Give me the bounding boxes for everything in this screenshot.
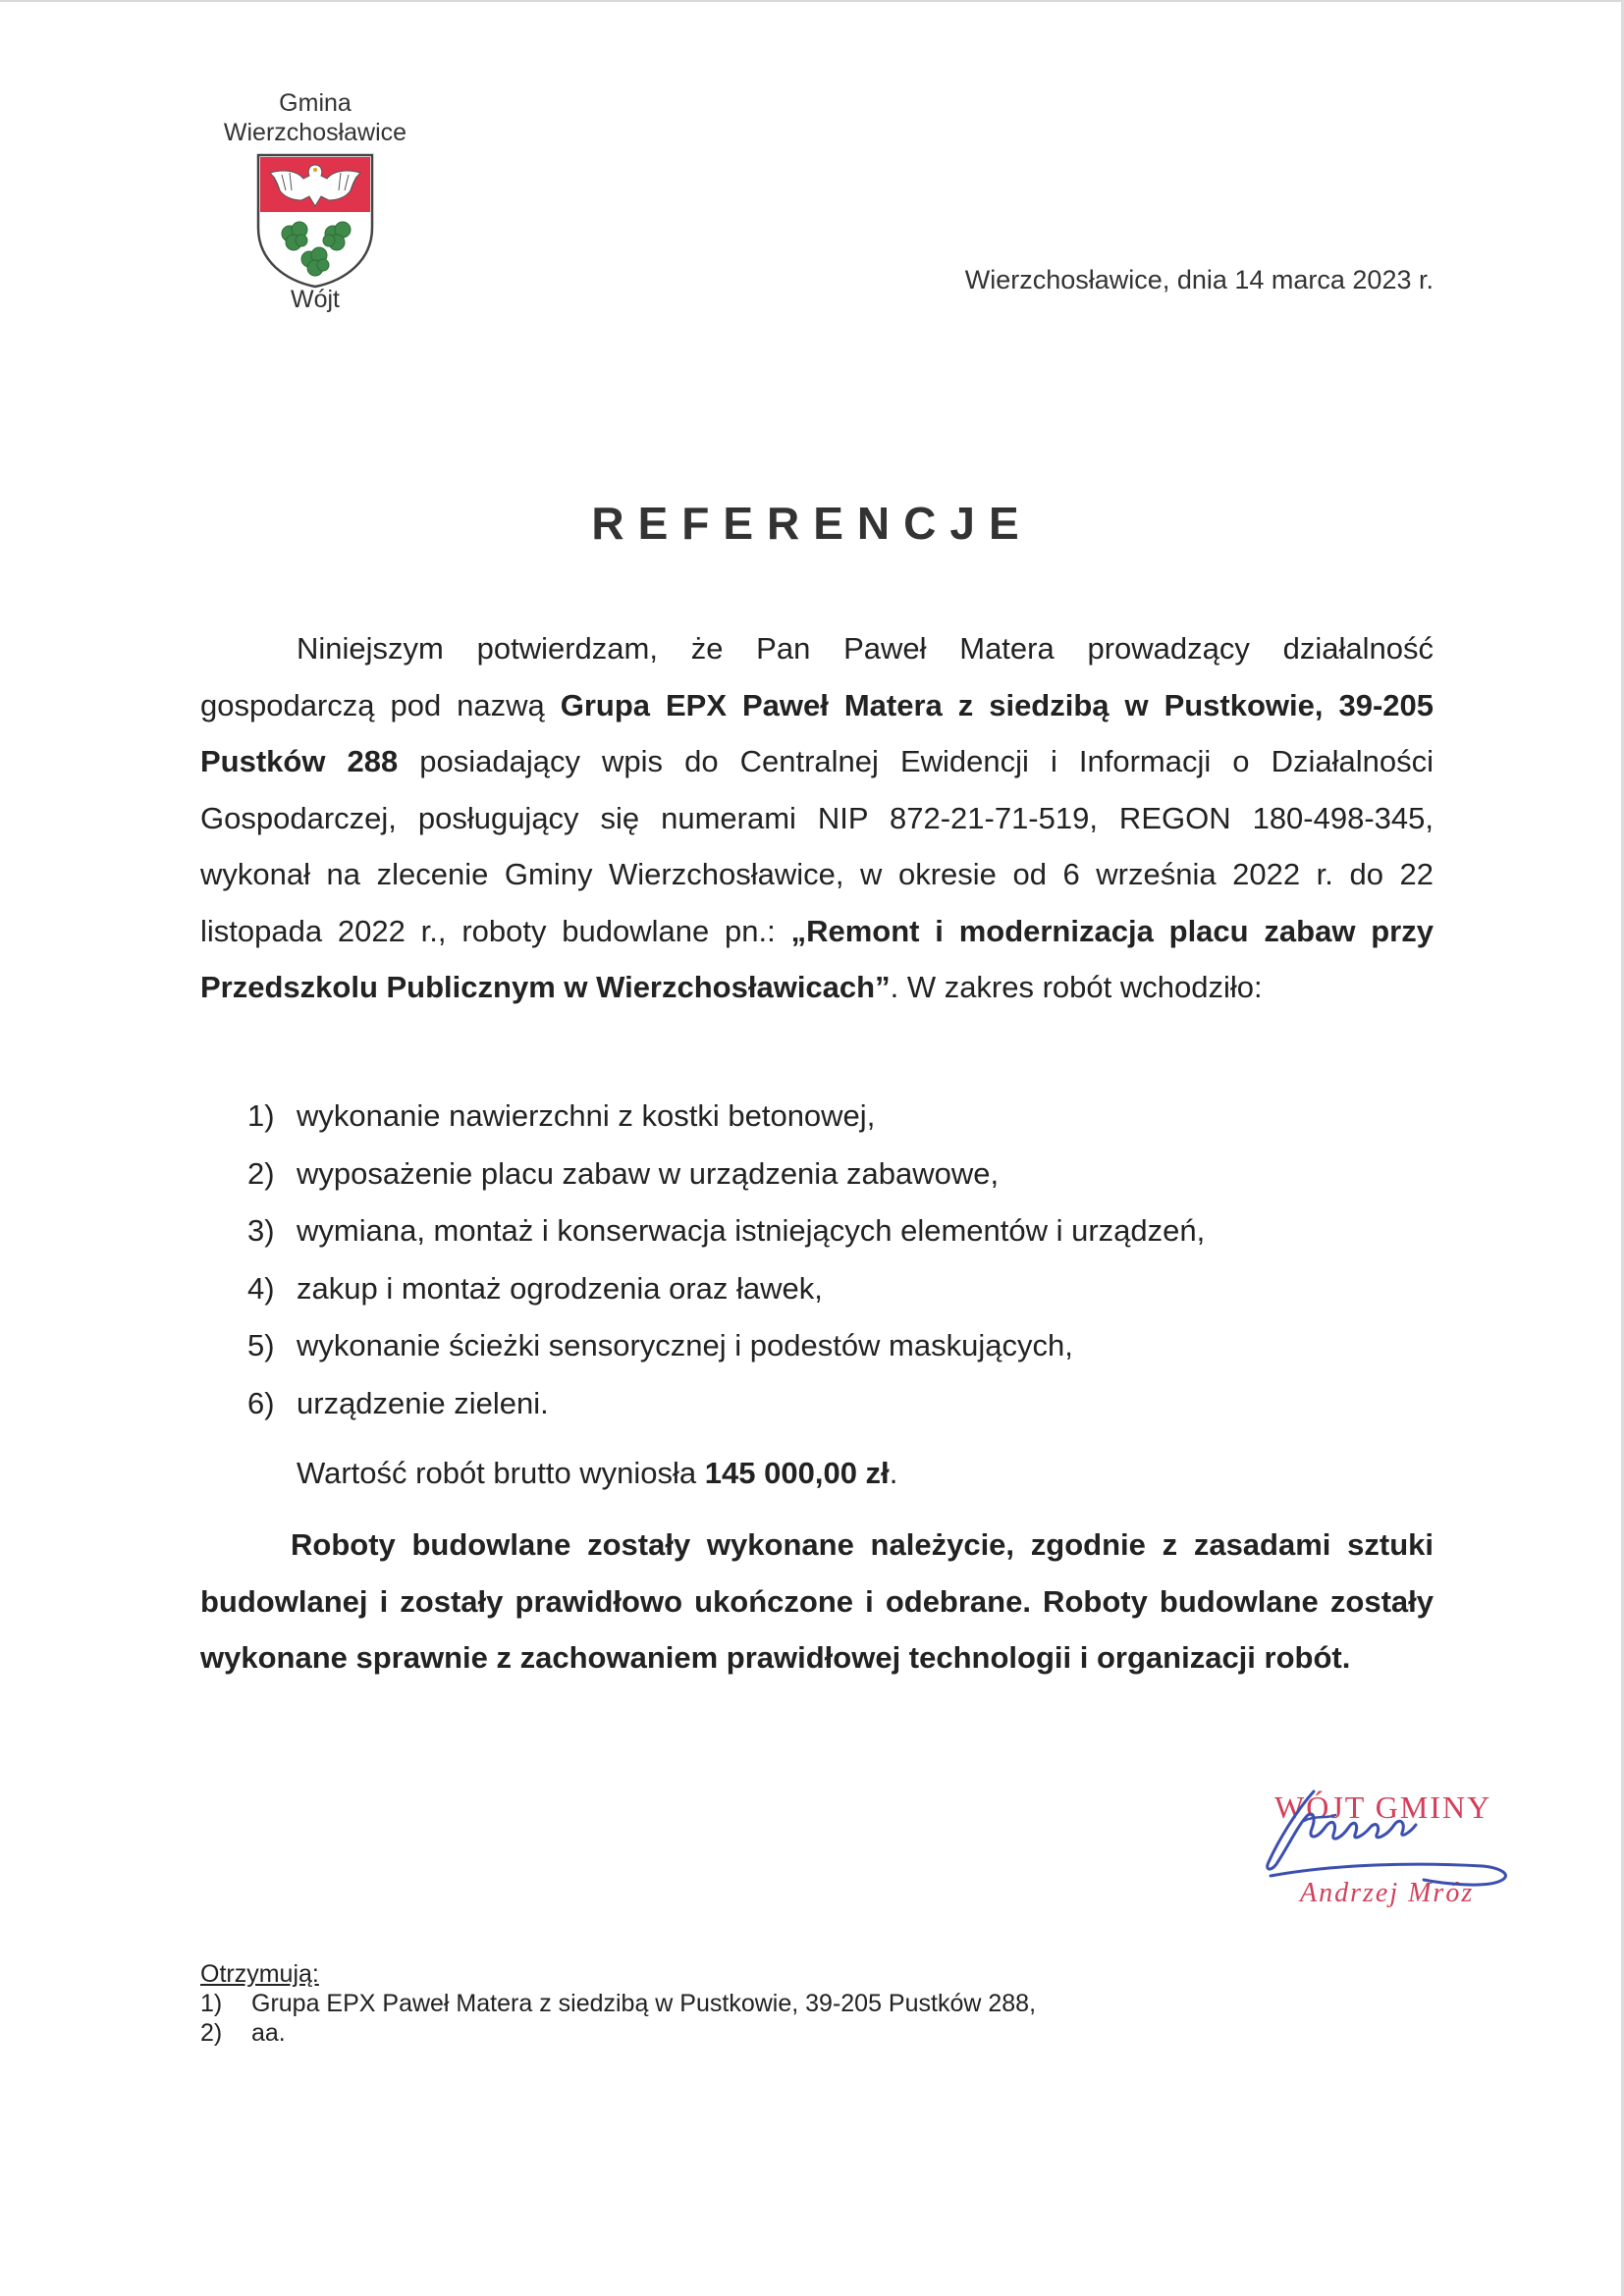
list-item-text: urządzenie zieleni. <box>297 1385 549 1420</box>
stamp-title: WÓJT GMINY <box>1274 1789 1492 1825</box>
list-item-number: 4) <box>247 1270 275 1306</box>
letterhead-municipality-line1: Gmina <box>279 89 352 117</box>
list-item <box>247 1202 1205 1260</box>
signature-stamp <box>1257 1782 1551 1929</box>
list-item <box>247 1375 1205 1433</box>
reference-text-part3: . W zakres robót wchodziło: <box>890 970 1263 1004</box>
works-value <box>297 1445 897 1501</box>
reference-paragraph <box>200 620 1434 1016</box>
evaluation-paragraph: Roboty budowlane zostały wykonane należycie, zgodnie z zasadami sztuki budowlanej i zostały prawidłowo ukończone i odebrane. Roboty budowlane zostały wykonane sprawnie z zachowaniem prawidłowej technologii i organizacji robót. <box>200 1527 1434 1675</box>
company-name-bold: Grupa EPX Paweł Matera z siedzibą w Pustkowie, 39-205 Pustków 288 <box>200 687 1434 778</box>
letterhead-office: Wójt <box>291 286 340 313</box>
list-item-text: wymiana, montaż i konserwacja istniejących elementów i urządzeń, <box>297 1213 1206 1248</box>
list-item-number: 5) <box>247 1328 275 1362</box>
list-item-number: 2) <box>200 2019 223 2047</box>
recipients <box>200 1959 1036 2048</box>
scope-list <box>247 1088 1205 1432</box>
recipients-heading: Otrzymują: <box>200 1960 319 1988</box>
list-item-text: wyposażenie placu zabaw w urządzenia zabawowe, <box>297 1155 1000 1191</box>
list-item-text: wykonanie ścieżki sensorycznej i podestów maskujących, <box>297 1328 1073 1362</box>
reference-text-part2: posiadający wpis do Centralnej Ewidencji i Informacji o Działalności Gospodarczej, posługujący się numerami NIP 872-21-71-519, REGON 180-498-345, wykonał na zlecenie Gminy Wierzchosławice, w okresie od 6 września 2022 r. do 22 listopada 2022 r., roboty budowlane pn.: <box>200 744 1434 948</box>
coat-of-arms-icon <box>254 151 376 289</box>
list-item <box>200 1989 1036 2018</box>
works-value-label: Wartość robót brutto wyniosła <box>297 1456 705 1490</box>
document-title: REFERENCJE <box>591 498 1033 549</box>
list-item-text: wykonanie nawierzchni z kostki betonowej, <box>297 1098 876 1133</box>
stamp-name: Andrzej Mróz <box>1300 1878 1475 1908</box>
reference-text-part1: Niniejszym potwierdzam, że Pan Paweł Matera prowadzący działalność gospodarczą pod nazwą <box>200 631 1434 722</box>
page-edge-top <box>0 0 1624 2</box>
letterhead <box>201 88 429 314</box>
list-item-number: 2) <box>247 1155 275 1191</box>
document-date: Wierzchosławice, dnia 14 marca 2023 r. <box>964 265 1434 294</box>
letterhead-municipality-line2: Wierzchosławice <box>223 119 407 146</box>
list-item-text: aa. <box>251 2019 286 2047</box>
list-item <box>247 1088 1205 1146</box>
list-item <box>247 1146 1205 1203</box>
list-item-number: 6) <box>247 1385 275 1420</box>
list-item <box>247 1260 1205 1318</box>
works-value-amount: 145 000,00 zł <box>704 1456 890 1490</box>
list-item-number: 3) <box>247 1213 275 1248</box>
project-name-bold: „Remont i modernizacja placu zabaw przy Przedszkolu Publicznym w Wierzchosławicach” <box>200 913 1434 1004</box>
works-value-end: . <box>889 1456 898 1490</box>
list-item-text: Grupa EPX Paweł Matera z siedzibą w Pustkowie, 39-205 Pustków 288, <box>251 1990 1037 2017</box>
handwritten-signature-icon <box>1257 1782 1551 1899</box>
list-item <box>200 2018 1036 2048</box>
list-item-text: zakup i montaż ogrodzenia oraz ławek, <box>297 1270 823 1306</box>
list-item <box>247 1317 1205 1375</box>
list-item-number: 1) <box>247 1098 275 1133</box>
list-item-number: 1) <box>200 1990 223 2017</box>
